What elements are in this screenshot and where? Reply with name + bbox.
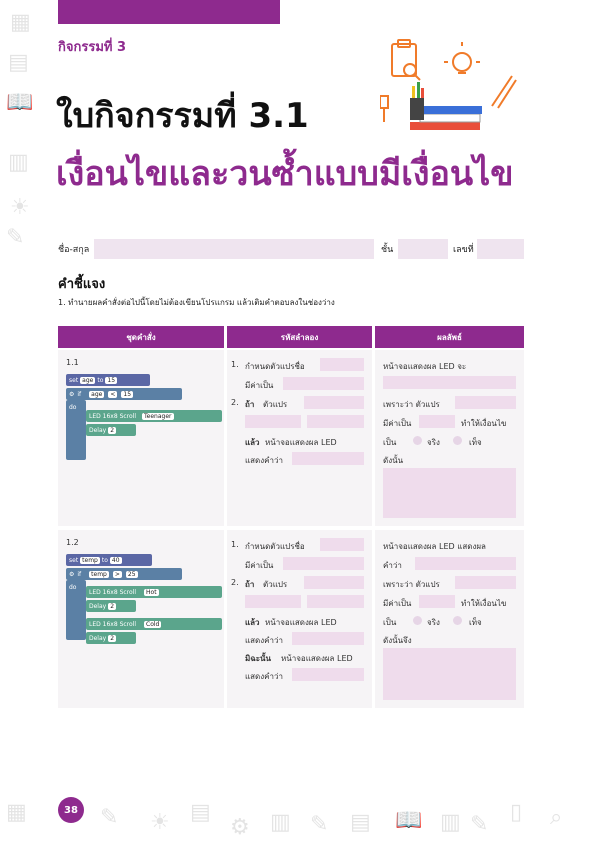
pseudo-line1: กำหนดตัวแปรชื่อ [245,542,305,551]
result-therefore: ดังนั้นจึง [383,636,412,645]
row1-commands-cell [58,350,224,526]
blank-result-var[interactable] [455,576,516,589]
result-is: เป็น [383,618,397,627]
set-keyword: set [69,556,79,564]
result-word: คำว่า [383,561,402,570]
number-field[interactable] [477,239,524,259]
result-makes: ทำให้เงื่อนไข [461,419,507,428]
blank-result-var[interactable] [455,396,516,409]
set-value: 40 [111,556,120,564]
header-pseudocode: รหัสลำลอง [227,326,372,348]
led-message: Teenager [144,412,172,420]
stationery-icon: ▥ [440,810,461,835]
pencil-icon [492,76,516,108]
led-message: Hot [146,588,157,596]
led-keyword: LED 16x8 Scroll [89,620,137,628]
led-keyword: LED 16x8 Scroll [89,412,137,420]
delay-keyword: Delay [89,426,107,434]
result-line1: หน้าจอแสดงผล LED แสดงผล [383,542,486,551]
blank-show-word[interactable] [292,632,364,645]
blank-result-1[interactable] [383,376,516,389]
delay-keyword: Delay [89,602,107,610]
if-keyword: if [77,390,82,398]
led-scroll-block [86,410,222,422]
to-keyword: to [101,556,108,564]
pseudo-else-text: หน้าจอแสดงผล LED [281,654,353,663]
usb-plug-icon [380,96,388,122]
condition-value: 15 [123,390,132,398]
top-accent-bar [58,0,280,24]
gear-icon: ⚙ [69,390,75,398]
radio-false[interactable] [453,436,462,445]
pencil-icon: ✎ [310,812,329,837]
condition-operator: < [110,390,116,398]
calculator-icon: ▦ [6,800,27,825]
class-label: ชั้น [381,245,394,255]
result-true: จริง [427,438,440,447]
lightbulb-icon: ☀ [10,195,30,220]
pseudo-num-2: 2. [231,398,239,407]
set-block [66,554,152,566]
pseudo-if: ถ้า [245,580,255,589]
pseudo-line3: ตัวแปร [263,580,288,589]
pseudo-then: แล้ว [245,438,260,447]
blank-show-word-2[interactable] [292,668,364,681]
led-scroll-block [86,586,222,598]
to-keyword: to [97,376,104,384]
result-false: เท็จ [469,618,482,627]
delay-block [86,424,136,436]
pseudo-line1: กำหนดตัวแปรชื่อ [245,362,305,371]
activity-table [58,326,524,708]
blank-cond-value[interactable] [307,415,364,428]
blank-cond-op[interactable] [245,415,301,428]
pencil-icon: ✎ [470,812,489,837]
blank-cond-value[interactable] [307,595,364,608]
pseudo-num-1: 1. [231,540,239,549]
page-number: 38 [58,797,84,823]
pseudo-else: มิฉะนั้น [245,654,271,663]
delay-value: 2 [110,602,115,610]
blank-result-value[interactable] [419,415,455,428]
radio-true[interactable] [413,616,422,625]
result-true: จริง [427,618,440,627]
var-name: temp [82,556,98,564]
pseudo-line3: ตัวแปร [263,400,288,409]
gear-icon: ⚙ [69,570,75,578]
result-value-is: มีค่าเป็น [383,599,412,608]
blank-result-conclusion[interactable] [383,648,516,700]
radio-true[interactable] [413,436,422,445]
led-scroll-else-block [86,618,222,630]
document-icon: ▤ [350,810,371,835]
pseudo-line2: มีค่าเป็น [245,561,274,570]
if-keyword: if [77,570,82,578]
if-block [66,568,182,580]
do-rail [66,580,86,640]
notebook-icon: ▥ [8,150,29,175]
activity-label: กิจกรรมที่ 3 [58,40,127,55]
var-name: age [82,376,94,384]
row1-number: 1.1 [66,358,79,367]
led-message: Cold [146,620,160,628]
blank-var-name[interactable] [320,538,364,551]
blank-var-name[interactable] [320,358,364,371]
page-title: ใบกิจกรรมที่ 3.1 [56,96,309,136]
delay-keyword: Delay [89,634,107,642]
backpack-icon: ▦ [10,10,31,35]
pseudo-then-text: หน้าจอแสดงผล LED [265,618,337,627]
row2-commands-cell [58,530,224,708]
book-icon: 📖 [6,90,34,115]
blank-var-value[interactable] [283,377,364,390]
row2-number: 1.2 [66,538,79,547]
row2-result-cell [375,530,524,708]
blank-show-word[interactable] [292,452,364,465]
blank-result-word[interactable] [415,557,516,570]
condition-operator: > [114,570,120,578]
pencil-icon: ✎ [100,805,119,830]
set-value: 15 [107,376,116,384]
blank-var-value[interactable] [283,557,364,570]
header-illustration [380,36,530,146]
pseudo-num-1: 1. [231,360,239,369]
result-is: เป็น [383,438,397,447]
book-icon: 📖 [395,808,423,833]
blank-cond-var[interactable] [304,576,364,589]
calculator-icon: ▤ [8,50,29,75]
condition-value: 25 [127,570,136,578]
backpack-icon: ▥ [270,810,291,835]
name-label: ชื่อ-สกุล [58,245,90,255]
instructions-text: 1. ทำนายผลคำสั่งต่อไปนี้โดยไม่ต้องเขียนโปรแกรม แล้วเติมคำตอบลงในช่องว่าง [58,298,335,307]
result-line1: หน้าจอแสดงผล LED จะ [383,362,467,371]
result-therefore: ดังนั้น [383,456,404,465]
magnifier-icon: ⌕ [550,805,563,830]
pseudo-num-2: 2. [231,578,239,587]
delay-value: 2 [110,426,115,434]
blank-cond-var[interactable] [304,396,364,409]
pseudo-show: แสดงคำว่า [245,456,283,465]
result-value-is: มีค่าเป็น [383,419,412,428]
row2-pseudocode-cell [227,530,372,708]
do-rail [66,400,86,460]
radio-false[interactable] [453,616,462,625]
class-field[interactable] [398,239,448,259]
do-keyword: do [69,584,77,591]
condition-var: age [91,390,103,398]
header-result: ผลลัพธ์ [375,326,524,348]
row1-result-cell [375,350,524,526]
pencil-icon: ✎ [6,225,25,250]
result-because: เพราะว่า ตัวแปร [383,400,440,409]
pseudo-line2: มีค่าเป็น [245,381,274,390]
do-keyword: do [69,404,77,411]
pseudo-if: ถ้า [245,400,255,409]
result-false: เท็จ [469,438,482,447]
clipboard-icon [392,40,420,80]
delay-block [86,600,136,612]
result-because: เพราะว่า ตัวแปร [383,580,440,589]
name-field[interactable] [94,239,374,259]
pseudo-then-text: หน้าจอแสดงผล LED [265,438,337,447]
blank-cond-op[interactable] [245,595,301,608]
delay-else-block [86,632,136,644]
result-makes: ทำให้เงื่อนไข [461,599,507,608]
pseudo-then: แล้ว [245,618,260,627]
set-keyword: set [69,376,79,384]
page-subtitle: เงื่อนไขและวนซ้ำแบบมีเงื่อนไข [56,154,514,194]
books-and-pencil-cup-icon [410,82,482,130]
delay-value: 2 [110,634,115,642]
pseudo-show: แสดงคำว่า [245,636,283,645]
lightbulb-icon [444,42,480,73]
calculator-icon: ▤ [190,800,211,825]
pseudo-show-2: แสดงคำว่า [245,672,283,681]
phone-icon: ▯ [510,800,523,825]
gear-icon: ⚙ [230,815,250,840]
instructions-title: คำชี้แจง [58,277,106,292]
row1-pseudocode-cell [227,350,372,526]
led-keyword: LED 16x8 Scroll [89,588,137,596]
blank-result-value[interactable] [419,595,455,608]
if-block [66,388,182,400]
number-label: เลขที่ [453,245,474,255]
condition-var: temp [91,570,107,578]
set-block [66,374,150,386]
header-commands: ชุดคำสั่ง [58,326,224,348]
blank-result-conclusion[interactable] [383,468,516,518]
lightbulb-icon: ☀ [150,810,170,835]
